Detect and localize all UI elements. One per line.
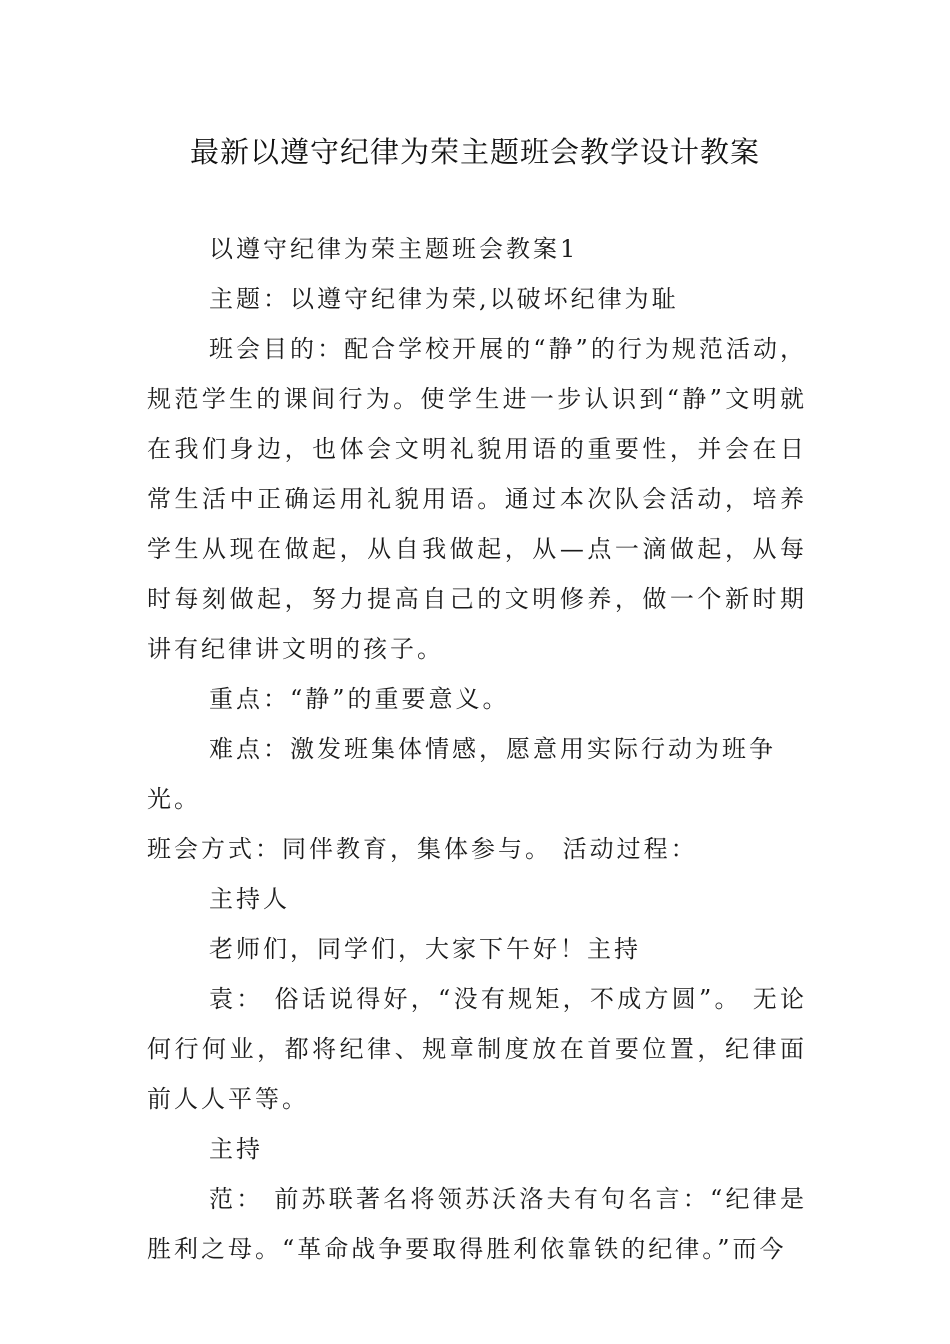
host-yuan-paragraph: 袁： 俗话说得好，“没有规矩，不成方圆”。 无论何行何业，都将纪律、规章制度放在首要位置，纪律面前人人平等。: [147, 985, 807, 1113]
document-body: [147, 224, 807, 1274]
lesson-plan-heading: 以遵守纪律为荣主题班会教案1: [209, 235, 579, 263]
meeting-method-line: 班会方式：同伴教育，集体参与。 活动过程：: [147, 835, 698, 863]
document-title: 最新以遵守纪律为荣主题班会教学设计教案: [189, 135, 760, 169]
host-label: 主持人: [209, 885, 290, 913]
host-fan-paragraph: 范： 前苏联著名将领苏沃洛夫有句名言：“纪律是胜利之母。“革命战争要取得胜利依靠铁的纪律。”而今: [147, 1185, 807, 1263]
difficulty-line: 难点：激发班集体情感，愿意用实际行动为班争光。: [147, 735, 776, 813]
greeting-line: 老师们，同学们，大家下午好！主持: [209, 935, 641, 963]
theme-line: 主题：以遵守纪律为荣,以破坏纪律为耻: [209, 285, 679, 313]
meeting-purpose-paragraph: 班会目的：配合学校开展的“静”的行为规范活动，规范学生的课间行为。使学生进一步认识到“静”文明就在我们身边，也体会文明礼貌用语的重要性，并会在日常生活中正确运用礼貌用语。通过本次队会活动，培养学生从现在做起，从自我做起，从—点一滴做起，从每时每刻做起，努力提高自己的文明修养，做一个新时期讲有纪律讲文明的孩子。: [147, 335, 807, 663]
host-label-2: 主持: [209, 1135, 263, 1163]
key-point-line: 重点：“静”的重要意义。: [209, 685, 510, 713]
